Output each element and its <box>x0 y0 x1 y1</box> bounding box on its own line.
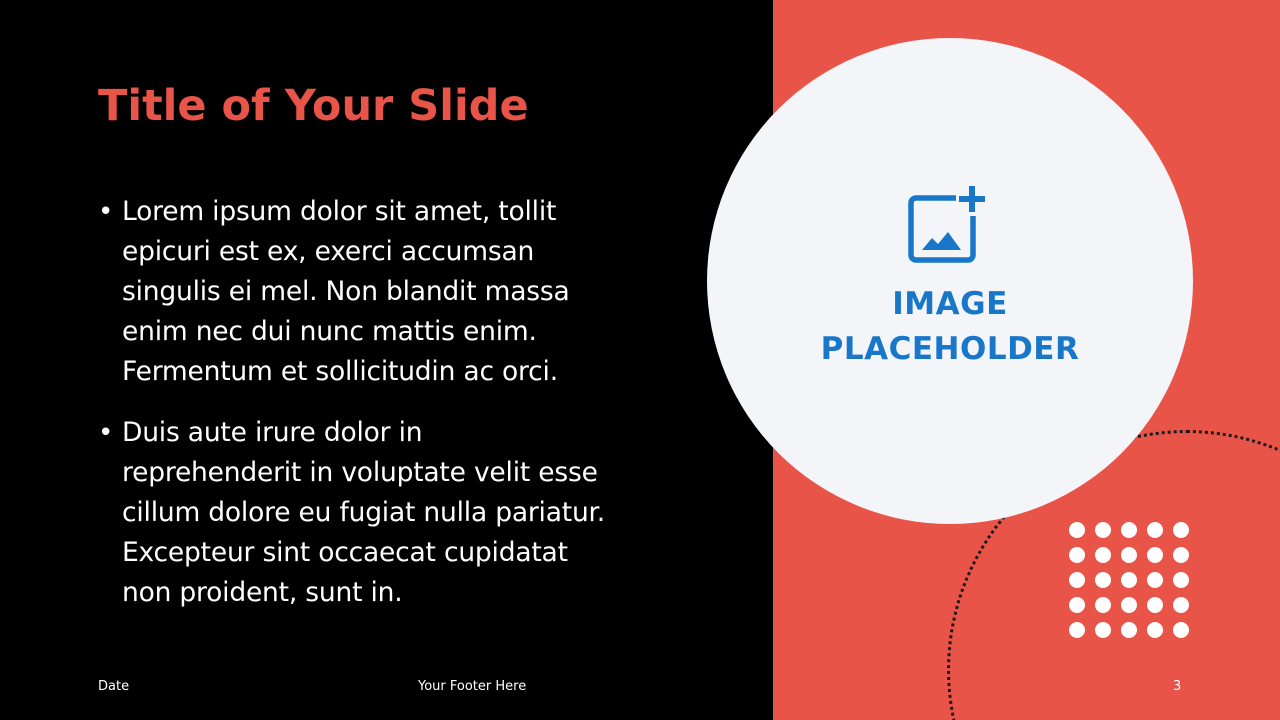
bullet-item[interactable] <box>98 413 698 613</box>
image-placeholder-label <box>807 282 1093 372</box>
bullet-line: singulis ei mel. Non blandit massa <box>122 276 570 307</box>
decoration-dot <box>1121 522 1137 538</box>
page-number[interactable]: 3 <box>1173 679 1182 694</box>
bullet-line: Excepteur sint occaecat cupidatat <box>122 537 568 568</box>
bullet-line: reprehenderit in voluptate velit esse <box>122 457 598 488</box>
decoration-dot <box>1095 572 1111 588</box>
slide-title[interactable]: Title of Your Slide <box>98 81 529 131</box>
bullet-line: epicuri est ex, exerci accumsan <box>122 236 535 267</box>
decoration-dot <box>1069 597 1085 613</box>
image-placeholder[interactable] <box>707 38 1193 524</box>
footer-text[interactable]: Your Footer Here <box>418 679 527 694</box>
decoration-dot <box>1147 522 1163 538</box>
decoration-dot <box>1173 572 1189 588</box>
decoration-dot <box>1095 622 1111 638</box>
bullet-line: non proident, sunt in. <box>122 577 403 608</box>
bullet-line: Fermentum et sollicitudin ac orci. <box>122 356 558 387</box>
placeholder-label-line: PLACEHOLDER <box>820 331 1080 367</box>
bullet-line: cillum dolore eu fugiat nulla pariatur. <box>122 497 606 528</box>
decoration-dot <box>1121 597 1137 613</box>
decoration-dot <box>1069 622 1085 638</box>
decoration-dot <box>1173 597 1189 613</box>
decoration-dot <box>1121 622 1137 638</box>
bullet-line: Duis aute irure dolor in <box>122 417 423 448</box>
bullet-line: Lorem ipsum dolor sit amet, tollit <box>122 196 557 227</box>
decoration-dot <box>1173 622 1189 638</box>
image-add-icon[interactable] <box>908 184 990 266</box>
decoration-dot <box>1095 597 1111 613</box>
decoration-dot <box>1069 522 1085 538</box>
decoration-dot <box>1147 572 1163 588</box>
decoration-dot <box>1121 547 1137 563</box>
decoration-dot <box>1121 572 1137 588</box>
bullet-item[interactable] <box>98 192 698 392</box>
decoration-dot <box>1173 547 1189 563</box>
decoration-dot <box>1095 522 1111 538</box>
dot-grid-decoration <box>1069 522 1194 638</box>
placeholder-label-line: IMAGE <box>892 286 1008 322</box>
footer-date[interactable]: Date <box>98 679 130 694</box>
decoration-dot <box>1069 547 1085 563</box>
decoration-dot <box>1095 547 1111 563</box>
bullet-dot: • <box>98 197 114 227</box>
decoration-dot <box>1173 522 1189 538</box>
decoration-dot <box>1069 572 1085 588</box>
decoration-dot <box>1147 547 1163 563</box>
bullet-line: enim nec dui nunc mattis enim. <box>122 316 537 347</box>
decoration-dot <box>1147 622 1163 638</box>
bullet-list[interactable] <box>98 192 698 634</box>
bullet-dot: • <box>98 418 114 448</box>
decoration-dot <box>1147 597 1163 613</box>
